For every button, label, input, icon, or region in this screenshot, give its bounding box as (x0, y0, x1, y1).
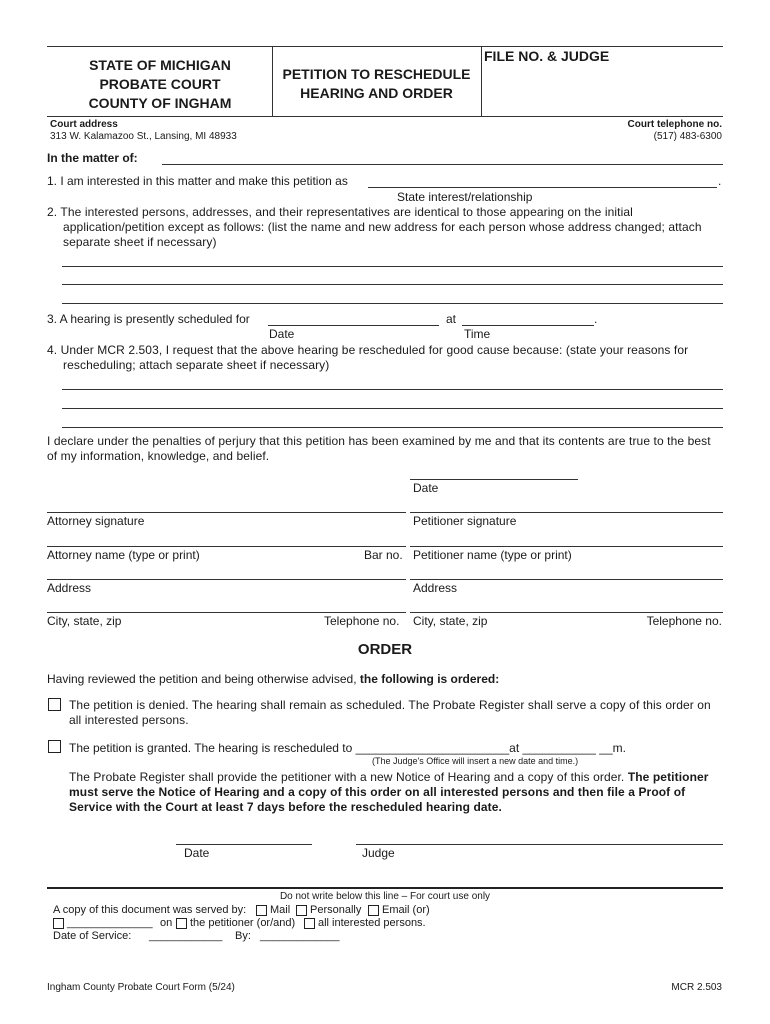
date-of-service-blank[interactable]: ____________ (149, 930, 223, 942)
item4-line-2[interactable] (62, 408, 723, 409)
email-or-checkbox[interactable] (53, 918, 64, 929)
petitioner-name-field[interactable] (410, 546, 723, 547)
attorney-address-label: Address (47, 581, 92, 595)
attorney-name-label: Attorney name (type or print) (47, 548, 200, 562)
petitioner-address-label: Address (413, 581, 458, 595)
item3-time-field[interactable] (462, 325, 594, 326)
header-divider-right (481, 46, 482, 116)
order-date-field[interactable] (176, 844, 312, 845)
footer-form-code: MCR 2.503 (671, 982, 722, 993)
item1-caption: State interest/relationship (397, 190, 533, 204)
item3-at: at (446, 312, 457, 326)
item3-period: . (594, 312, 598, 326)
served-by-row (53, 904, 246, 916)
granted-text-main: The petition is granted. The hearing is rescheduled to (69, 741, 353, 755)
petitioner-phone-label: Telephone no. (646, 614, 722, 628)
denied-text: The petition is denied. The hearing shall remain as scheduled. The Probate Register shall serve a copy of this order on all interested persons. (69, 698, 711, 727)
petitioner-address-field[interactable] (410, 579, 723, 580)
form-title-line-2: HEARING AND ORDER (300, 85, 453, 101)
petition-date-field[interactable] (410, 479, 578, 480)
register-paragraph (69, 770, 723, 815)
petitioner-city-field[interactable] (410, 612, 723, 613)
on-label: on (160, 917, 173, 929)
judge-signature-field[interactable] (356, 844, 723, 845)
item2-line-1[interactable] (62, 266, 723, 267)
personally-checkbox[interactable] (296, 905, 307, 916)
court-phone-label: Court telephone no. (627, 119, 722, 130)
header-bottom-rule (47, 116, 723, 117)
item3-text: 3. A hearing is presently scheduled for (47, 312, 250, 326)
matter-label: In the matter of: (47, 151, 138, 165)
item4-text: 4. Under MCR 2.503, I request that the above hearing be rescheduled for good cause because: (state your reasons for rescheduling; attach separate sheet if necessary) (47, 343, 689, 372)
item3-date-field[interactable] (268, 325, 439, 326)
item2-line-2[interactable] (62, 284, 723, 285)
attorney-city-label: City, state, zip (47, 614, 122, 628)
mail-label: Mail (270, 904, 291, 916)
petitioner-city-label: City, state, zip (413, 614, 488, 628)
item4-line-3[interactable] (62, 427, 723, 428)
attorney-city-field[interactable] (47, 612, 406, 613)
email-label: Email (or) (382, 904, 430, 916)
form-title (274, 65, 479, 103)
granted-text (69, 741, 626, 755)
order-title: ORDER (357, 641, 413, 658)
denied-checkbox[interactable] (48, 698, 61, 711)
court-use-notice: Do not write below this line – For court use only (279, 891, 491, 902)
item3-date-caption: Date (269, 327, 295, 341)
attorney-address-field[interactable] (47, 579, 406, 580)
item3-time-caption: Time (464, 327, 491, 341)
date-of-service-label: Date of Service: (53, 930, 132, 942)
all-interested-checkbox[interactable] (304, 918, 315, 929)
court-address: 313 W. Kalamazoo St., Lansing, MI 48933 (50, 131, 237, 142)
email-checkbox[interactable] (368, 905, 379, 916)
court-line-court: PROBATE COURT (99, 76, 221, 92)
petitioner-signature-field[interactable] (410, 512, 723, 513)
court-phone: (517) 483-6300 (653, 131, 722, 142)
court-use-rule (47, 887, 723, 889)
attorney-signature-field[interactable] (47, 512, 406, 513)
footer-form-name: Ingham County Probate Court Form (5/24) (47, 982, 235, 993)
petition-date-label: Date (413, 481, 439, 495)
served-by-label: A copy of this document was served by: (53, 904, 247, 916)
granted-note: (The Judge's Office will insert a new date and time.) (372, 756, 579, 766)
item2-text: 2. The interested persons, addresses, and their representatives are identical to those appearing on the initial application/petition except as follows: (list the name and new address for each person whose address changed; attach separate sheet if necessary) (47, 205, 702, 249)
item1-interest-field[interactable] (368, 187, 717, 188)
mail-checkbox[interactable] (256, 905, 267, 916)
judge-label: Judge (362, 846, 395, 860)
court-line-state: STATE OF MICHIGAN (89, 57, 231, 73)
item2-line-3[interactable] (62, 303, 723, 304)
register-text: The Probate Register shall provide the petitioner with a new Notice of Hearing and a copy of this order. (69, 770, 625, 784)
granted-checkbox[interactable] (48, 740, 61, 753)
order-date-label: Date (184, 846, 210, 860)
item1-text: 1. I am interested in this matter and make this petition as (47, 174, 348, 188)
court-address-label: Court address (50, 119, 118, 130)
attorney-signature-label: Attorney signature (47, 514, 145, 528)
petitioner-signature-label: Petitioner signature (413, 514, 517, 528)
granted-date-time-blanks[interactable]: _______________________at ___________ __m. (355, 741, 626, 755)
court-line-county: COUNTY OF INGHAM (88, 95, 232, 111)
form-title-line-1: PETITION TO RESCHEDULE (282, 66, 471, 82)
by-label: By: (235, 930, 251, 942)
order-intro (47, 672, 499, 686)
header-top-rule (47, 46, 723, 47)
matter-field[interactable] (162, 164, 723, 165)
petitioner-or-label: the petitioner (or/and) (190, 917, 296, 929)
header-divider-left (272, 46, 273, 116)
register-bold-text: The petitioner must serve the Notice of Hearing and a copy of this order on all interested persons and then file a Proof of Service with the Court at least 7 days before the rescheduled hearing date. (69, 770, 709, 814)
bar-no-label: Bar no. (364, 548, 403, 562)
declaration-text: I declare under the penalties of perjury that this petition has been examined by me and that its contents are true to the best of my information, knowledge, and belief. (47, 434, 711, 463)
attorney-name-field[interactable] (47, 546, 406, 547)
order-intro-text: Having reviewed the petition and being otherwise advised, (47, 672, 357, 686)
personally-label: Personally (310, 904, 362, 916)
service-date-blank[interactable]: ______________ (67, 917, 153, 929)
petitioner-name-label: Petitioner name (type or print) (413, 548, 572, 562)
item1-period: . (718, 174, 722, 188)
attorney-phone-label: Telephone no. (324, 614, 400, 628)
petitioner-checkbox[interactable] (176, 918, 187, 929)
court-name (50, 56, 270, 113)
all-interested-label: all interested persons. (318, 917, 426, 929)
by-blank[interactable]: _____________ (260, 930, 340, 942)
item4-line-1[interactable] (62, 389, 723, 390)
order-intro-bold: the following is ordered: (359, 672, 500, 686)
file-no-label: FILE NO. & JUDGE (484, 48, 610, 64)
